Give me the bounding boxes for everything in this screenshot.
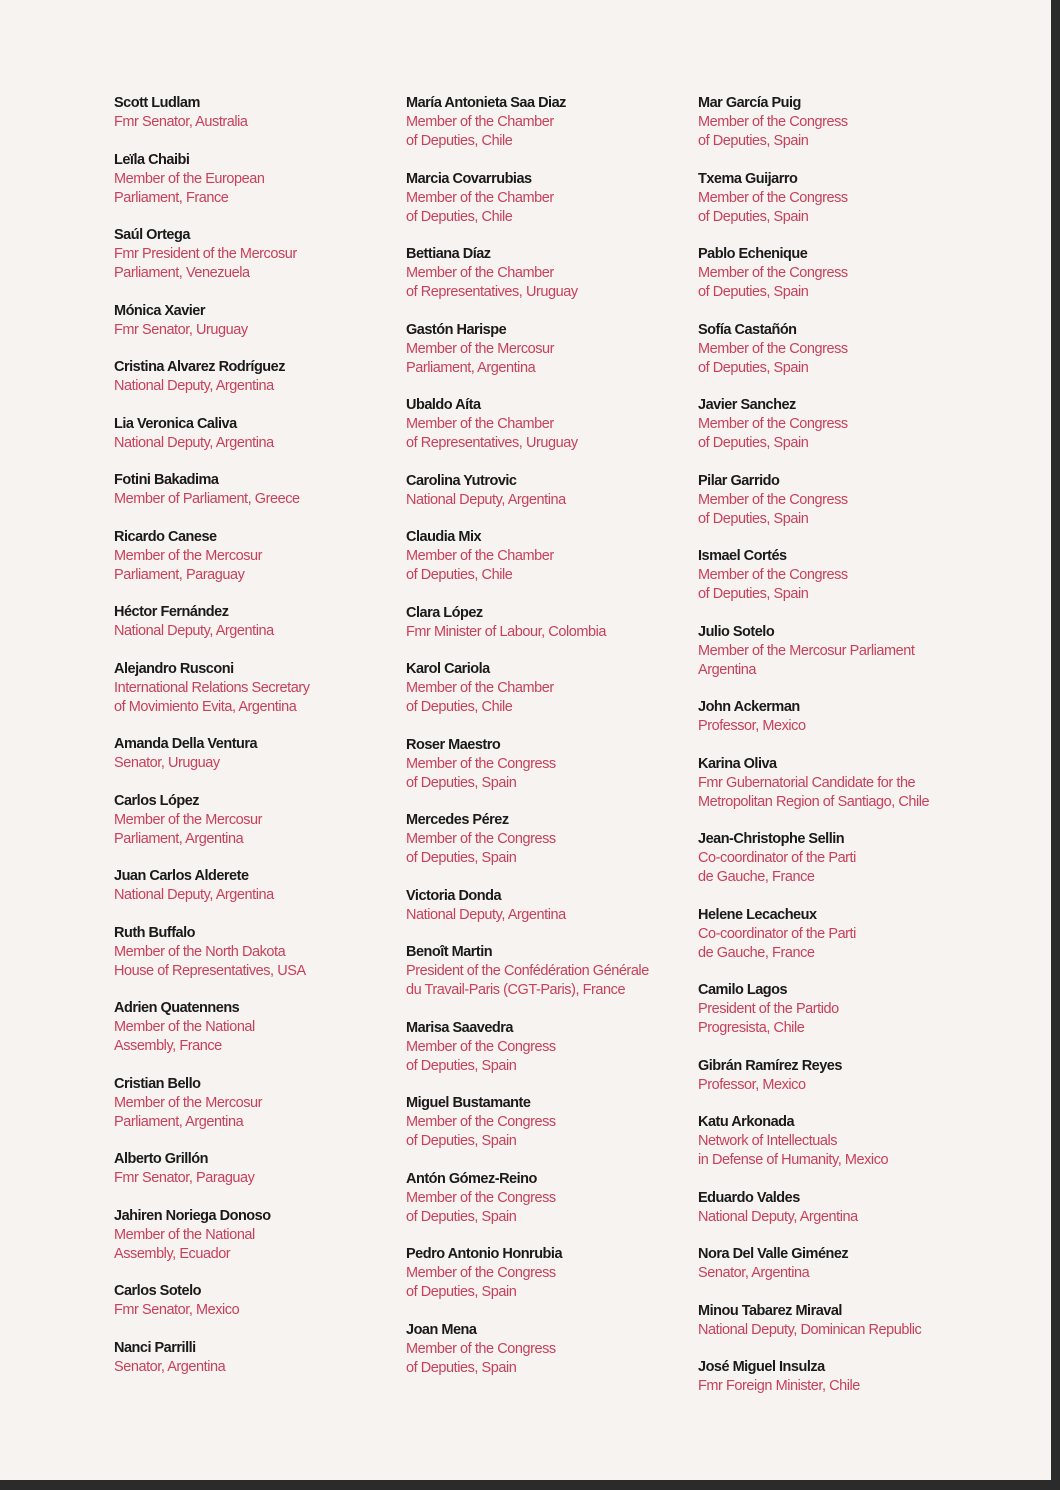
signatory-name: Juan Carlos Alderete <box>114 868 249 884</box>
signatory-name: Eduardo Valdes <box>698 1189 800 1206</box>
signatory-title-line: Parliament, Venezuela <box>114 265 250 281</box>
signatory-title-line: of Deputies, Chile <box>406 208 513 225</box>
signatory-name: Leïla Chaibi <box>114 151 190 168</box>
signatory-name: Karol Cariola <box>406 661 490 677</box>
signatory-title-line: Fmr Senator, Australia <box>114 114 248 130</box>
signatory-entry <box>698 1302 1018 1340</box>
signatory-title-line: in Defense of Humanity, Mexico <box>698 1152 889 1168</box>
signatory-entry <box>698 1189 1018 1227</box>
signatory-name: Txema Guijarro <box>698 170 798 187</box>
signatory-title-line: House of Representatives, USA <box>114 962 306 979</box>
signatory-entry <box>114 415 414 453</box>
signatory-name: Bettiana Díaz <box>406 246 491 262</box>
signatory-entry <box>698 623 1018 680</box>
signatory-title-line: of Deputies, Spain <box>698 133 809 149</box>
signatory-title-line: de Gauche, France <box>698 869 815 885</box>
signatory-title-line: of Representatives, Uruguay <box>406 284 578 300</box>
signatory-entry <box>406 472 706 510</box>
signatory-title-line: Parliament, France <box>114 189 229 206</box>
signatory-name: Héctor Fernández <box>114 604 229 620</box>
signatory-entry <box>698 698 1018 736</box>
signatory-entry <box>406 94 706 151</box>
signatory-title-line: Member of the Congress <box>406 831 556 847</box>
signatory-name: Alejandro Rusconi <box>114 660 234 677</box>
signatory-title-line: Member of the Mercosur Parliament <box>698 642 915 659</box>
signatory-title-line: Member of the Congress <box>698 416 848 432</box>
signatory-entry <box>114 1150 414 1188</box>
signatory-name: Pilar Garrido <box>698 472 780 489</box>
signatory-name: Jahiren Noriega Donoso <box>114 1207 271 1224</box>
signatory-title-line: de Gauche, France <box>698 944 815 961</box>
signatory-title-line: Member of the Congress <box>698 114 848 130</box>
signatory-title-line: Fmr Senator, Uruguay <box>114 321 248 338</box>
signatory-entry <box>698 1245 1018 1283</box>
signatory-title-line: Parliament, Argentina <box>114 1113 244 1130</box>
signatory-title-line: Member of the Congress <box>698 491 848 508</box>
signatory-title-line: Metropolitan Region of Santiago, Chile <box>698 793 930 810</box>
signatory-entry <box>114 358 414 396</box>
signatory-entry <box>698 547 1018 604</box>
signatory-entry <box>406 1170 706 1227</box>
signatory-title-line: International Relations Secretary <box>114 679 310 696</box>
signatory-title-line: Member of the North Dakota <box>114 943 286 960</box>
signatory-entry <box>114 735 414 773</box>
signatory-entry <box>114 792 414 849</box>
signatory-entry <box>406 170 706 227</box>
signatory-title-line: of Movimiento Evita, Argentina <box>114 698 297 715</box>
signatory-name: Pablo Echenique <box>698 246 808 262</box>
signatory-title-line: Parliament, Paraguay <box>114 566 245 583</box>
signatory-title-line: President of the Partido <box>698 1001 839 1017</box>
signatory-column-1 <box>114 94 414 1395</box>
signatory-title-line: Parliament, Argentina <box>114 830 244 847</box>
signatory-title-line: Parliament, Argentina <box>406 359 536 376</box>
signatory-title-line: Member of the Congress <box>406 1114 556 1130</box>
signatory-title-line: Member of the Mercosur <box>114 1094 263 1111</box>
signatory-title-line: of Deputies, Spain <box>698 208 809 225</box>
signatory-entry <box>114 471 414 509</box>
signatory-name: Sofía Castañón <box>698 321 797 338</box>
signatory-entry <box>406 736 706 793</box>
signatory-entry <box>406 887 706 925</box>
signatory-title-line: Member of the Congress <box>698 340 848 357</box>
signatory-entry <box>114 867 414 905</box>
signatory-title-line: of Deputies, Spain <box>406 850 517 866</box>
signatory-entry <box>406 396 706 453</box>
signatory-name: Carlos López <box>114 792 200 809</box>
signatory-name: Marisa Saavedra <box>406 1019 513 1036</box>
signatory-title-line: of Deputies, Spain <box>698 435 809 451</box>
signatory-entry <box>698 396 1018 453</box>
signatory-name: Katu Arkonada <box>698 1114 795 1130</box>
signatory-entry <box>114 151 414 208</box>
signatory-title-line: Senator, Argentina <box>698 1265 810 1281</box>
signatory-entry <box>406 321 706 378</box>
signatory-entry <box>698 170 1018 227</box>
signatory-title-line: of Deputies, Spain <box>698 284 809 300</box>
signatory-title-line: of Deputies, Spain <box>698 359 809 376</box>
signatory-title-line: of Deputies, Spain <box>406 1284 517 1300</box>
signatory-name: Gibrán Ramírez Reyes <box>698 1057 842 1074</box>
signatory-title-line: Member of the Congress <box>406 755 556 772</box>
signatory-name: Ismael Cortés <box>698 548 787 564</box>
signatory-name: Mercedes Pérez <box>406 812 509 828</box>
signatory-name: Pedro Antonio Honrubia <box>406 1246 563 1262</box>
signatory-entry <box>698 1113 1018 1170</box>
signatory-entry <box>114 528 414 585</box>
signatory-name: John Ackerman <box>698 699 800 715</box>
signatory-title-line: Member of the Congress <box>406 1038 556 1055</box>
signatory-title-line: Member of the Mercosur <box>406 340 555 357</box>
signatory-title-line: Member of the Congress <box>698 189 848 206</box>
signatory-entry <box>698 472 1018 529</box>
signatory-title-line: Member of the Congress <box>406 1265 556 1281</box>
signatory-name: Fotini Bakadima <box>114 472 219 488</box>
signatory-title-line: Member of the National <box>114 1019 255 1035</box>
signatory-title-line: of Deputies, Chile <box>406 699 513 715</box>
signatory-name: Karina Oliva <box>698 755 777 772</box>
signatory-name: Nora Del Valle Giménez <box>698 1246 849 1262</box>
signatory-name: Jean-Christophe Sellin <box>698 831 845 847</box>
signatory-entry <box>406 943 706 1000</box>
signatory-title-line: Fmr Gubernatorial Candidate for the <box>698 774 916 791</box>
signatory-title-line: Co-coordinator of the Parti <box>698 925 856 942</box>
signatory-title-line: Argentina <box>698 661 757 678</box>
signatory-title-line: Member of the National <box>114 1226 255 1243</box>
signatory-name: Miguel Bustamante <box>406 1095 531 1111</box>
signatory-entry <box>698 245 1018 302</box>
signatory-entry <box>698 1057 1018 1095</box>
signatory-title-line: of Representatives, Uruguay <box>406 435 578 451</box>
signatory-entry <box>406 528 706 585</box>
signatory-entry <box>406 1094 706 1151</box>
signatory-name: Victoria Donda <box>406 887 502 904</box>
signatory-title-line: President of the Confédération Générale <box>406 963 649 979</box>
signatory-title-line: of Deputies, Spain <box>406 1208 517 1225</box>
signatory-title-line: Member of the Chamber <box>406 114 554 130</box>
signatory-name: Ricardo Canese <box>114 528 217 545</box>
signatory-entry <box>114 660 414 717</box>
signatory-title-line: of Deputies, Chile <box>406 567 513 583</box>
signatory-entry <box>406 811 706 868</box>
signatory-name: Lia Veronica Caliva <box>114 415 237 432</box>
signatory-entry <box>406 1321 706 1378</box>
signatory-entry <box>114 1339 414 1377</box>
signatory-title-line: Member of the Mercosur <box>114 547 263 564</box>
signatory-entry <box>406 1245 706 1302</box>
signatory-title-line: National Deputy, Dominican Republic <box>698 1321 922 1338</box>
signatory-title-line: Professor, Mexico <box>698 718 806 734</box>
signatory-name: Mar García Puig <box>698 95 801 111</box>
signatory-entry <box>114 1207 414 1264</box>
signatory-title-line: of Deputies, Spain <box>698 510 809 527</box>
signatory-title-line: Member of the Chamber <box>406 416 554 432</box>
signatory-entry <box>406 245 706 302</box>
signatory-title-line: National Deputy, Argentina <box>114 887 274 903</box>
signatory-name: José Miguel Insulza <box>698 1359 825 1375</box>
signatory-title-line: of Deputies, Chile <box>406 133 513 149</box>
signatory-title-line: Member of the Chamber <box>406 680 554 696</box>
signatory-name: Mónica Xavier <box>114 302 206 319</box>
signatory-title-line: Senator, Uruguay <box>114 755 220 771</box>
signatory-title-line: of Deputies, Spain <box>406 774 517 791</box>
signatory-name: Cristina Alvarez Rodríguez <box>114 359 285 375</box>
signatory-name: Ruth Buffalo <box>114 924 195 941</box>
signatory-entry <box>114 924 414 981</box>
signatory-title-line: of Deputies, Spain <box>406 1133 517 1149</box>
signatory-name: Carolina Yutrovic <box>406 472 517 489</box>
signatory-title-line: Member of the Congress <box>406 1189 556 1206</box>
signatory-name: Helene Lecacheux <box>698 906 817 923</box>
signatory-name: Amanda Della Ventura <box>114 736 258 752</box>
signatory-name: María Antonieta Saa Diaz <box>406 95 566 111</box>
signatory-title-line: Co-coordinator of the Parti <box>698 850 856 866</box>
signatory-entry <box>698 1358 1018 1396</box>
signatory-title-line: Member of Parliament, Greece <box>114 491 300 507</box>
signatory-name: Joan Mena <box>406 1321 477 1338</box>
signatory-title-line: du Travail-Paris (CGT-Paris), France <box>406 982 626 998</box>
signatory-name: Carlos Sotelo <box>114 1283 201 1299</box>
signatory-entry <box>114 94 414 132</box>
signatory-title-line: National Deputy, Argentina <box>406 491 566 508</box>
signatory-entry <box>698 755 1018 812</box>
signatory-title-line: Member of the Congress <box>406 1340 556 1357</box>
signatory-name: Cristian Bello <box>114 1075 201 1092</box>
signatory-entry <box>406 1019 706 1076</box>
signatory-entry <box>114 603 414 641</box>
signatory-name: Scott Ludlam <box>114 95 200 111</box>
signatory-title-line: Member of the Chamber <box>406 189 554 206</box>
signatory-title-line: Member of the Congress <box>698 265 848 281</box>
signatory-name: Claudia Mix <box>406 529 482 545</box>
signatory-title-line: Fmr Senator, Paraguay <box>114 1170 255 1186</box>
signatory-title-line: Fmr President of the Mercosur <box>114 246 297 262</box>
signatory-title-line: of Deputies, Spain <box>698 586 809 602</box>
signatory-name: Minou Tabarez Miraval <box>698 1302 842 1319</box>
signatory-entry <box>114 1282 414 1320</box>
signatory-name: Alberto Grillón <box>114 1151 208 1167</box>
signatory-name: Gastón Harispe <box>406 321 507 338</box>
signatory-entry <box>698 321 1018 378</box>
signatory-title-line: Fmr Senator, Mexico <box>114 1302 240 1318</box>
signatory-name: Nanci Parrilli <box>114 1339 196 1356</box>
signatory-name: Marcia Covarrubias <box>406 170 532 187</box>
signatory-title-line: Progresista, Chile <box>698 1020 805 1036</box>
signatory-column-3 <box>698 94 1018 1415</box>
signatory-title-line: Fmr Minister of Labour, Colombia <box>406 623 606 640</box>
signatory-name: Julio Sotelo <box>698 623 775 640</box>
signatory-entry <box>114 999 414 1056</box>
signatory-name: Adrien Quatennens <box>114 1000 240 1016</box>
signatory-title-line: Assembly, France <box>114 1038 222 1054</box>
signatory-entry <box>698 981 1018 1038</box>
signatory-name: Javier Sanchez <box>698 397 796 413</box>
signatory-title-line: Fmr Foreign Minister, Chile <box>698 1378 860 1394</box>
signatory-title-line: of Deputies, Spain <box>406 1359 517 1376</box>
signatory-title-line: National Deputy, Argentina <box>114 378 274 394</box>
signatory-title-line: National Deputy, Argentina <box>114 623 274 639</box>
signatory-title-line: Member of the Chamber <box>406 548 554 564</box>
signatory-title-line: National Deputy, Argentina <box>698 1208 858 1225</box>
signatory-name: Roser Maestro <box>406 736 501 753</box>
signatory-entry <box>406 660 706 717</box>
signatory-name: Clara López <box>406 604 483 621</box>
signatory-entry <box>698 830 1018 887</box>
signatory-entry <box>698 94 1018 151</box>
signatory-name: Ubaldo Aíta <box>406 397 481 413</box>
signatory-title-line: Member of the European <box>114 170 265 187</box>
signatory-column-2 <box>406 94 706 1396</box>
signatory-title-line: Assembly, Ecuador <box>114 1245 231 1262</box>
signatory-title-line: of Deputies, Spain <box>406 1057 517 1074</box>
signatory-title-line: Senator, Argentina <box>114 1358 226 1375</box>
signatory-entry <box>114 226 414 283</box>
signatory-title-line: Member of the Mercosur <box>114 811 263 828</box>
signatory-entry <box>698 906 1018 963</box>
signatory-title-line: Network of Intellectuals <box>698 1133 838 1149</box>
signatory-entry <box>406 604 706 642</box>
signatory-entry <box>114 1075 414 1132</box>
signatory-title-line: National Deputy, Argentina <box>406 906 566 923</box>
signatory-title-line: Professor, Mexico <box>698 1076 806 1093</box>
signatory-name: Saúl Ortega <box>114 227 190 243</box>
signatory-name: Camilo Lagos <box>698 982 788 998</box>
signatory-name: Antón Gómez-Reino <box>406 1170 537 1187</box>
signatory-title-line: Member of the Congress <box>698 567 848 583</box>
signatory-entry <box>114 302 414 340</box>
signatory-title-line: National Deputy, Argentina <box>114 434 274 451</box>
signatory-name: Benoît Martin <box>406 944 493 960</box>
signatory-title-line: Member of the Chamber <box>406 265 554 281</box>
